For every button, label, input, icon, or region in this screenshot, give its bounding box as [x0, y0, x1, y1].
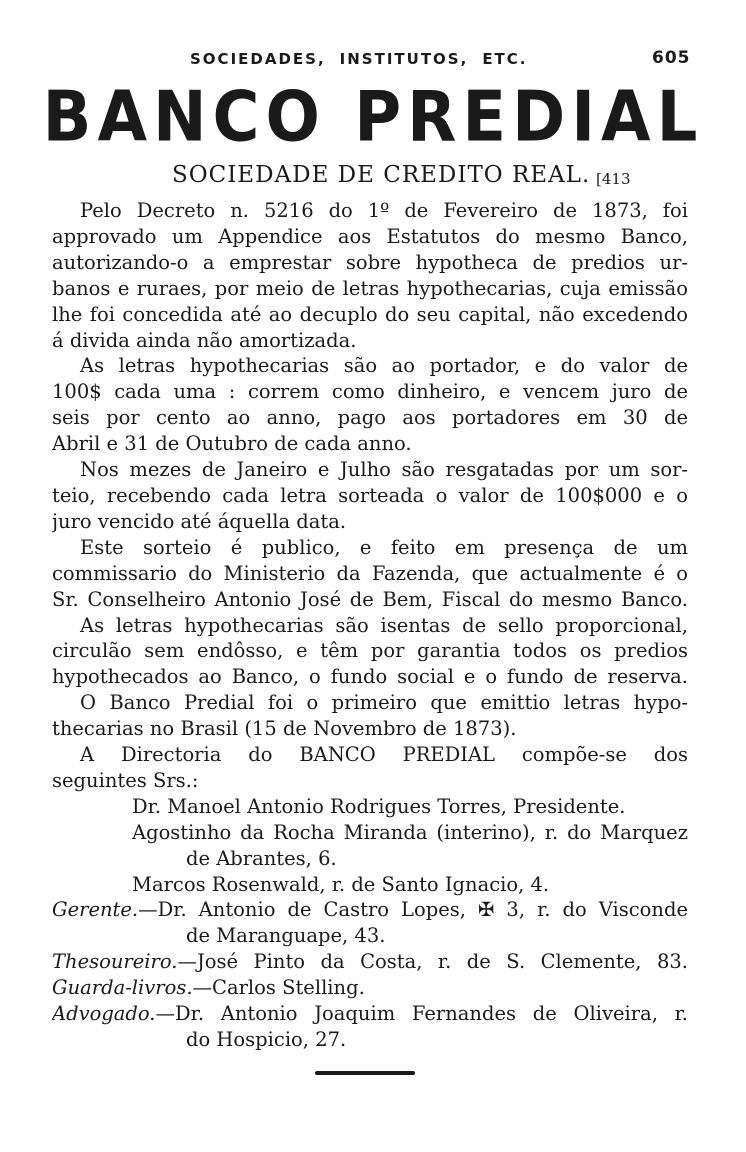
text-line: circulão sem endôsso, e têm por garantia todos os predios: [52, 639, 688, 663]
text-line: Abril e 31 de Outubro de cada anno.: [52, 432, 412, 456]
staff-role: Guarda-livros.: [52, 976, 193, 1000]
staff-text: —Carlos Stelling.: [192, 976, 365, 1000]
director-entry: Marcos Rosenwald, r. de Santo Ignacio, 4.: [132, 872, 550, 896]
staff-role: Gerente.: [52, 898, 139, 922]
staff-entry: [52, 897, 688, 923]
director-entry-continued: de Abrantes, 6.: [186, 846, 337, 870]
text-line: á divida ainda não amortizada.: [52, 328, 357, 352]
text-line: hypothecados ao Banco, o fundo social e o fundo de reserva.: [52, 665, 688, 689]
text-line: seis por cento ao anno, pago aos portadores em 30 de: [52, 406, 688, 430]
text-line: 100$ cada uma : correm como dinheiro, e vencem juro de: [52, 380, 688, 404]
text-line: autorizando-o a emprestar sobre hypotheca de predios ur-: [52, 250, 688, 274]
staff-entry: [52, 1001, 688, 1027]
text-line: seguintes Srs.:: [52, 768, 199, 792]
staff-text: —José Pinto da Costa, r. de S. Clemente, 83.: [177, 950, 688, 974]
staff-entry-continued: do Hospicio, 27.: [186, 1028, 347, 1051]
article-body: [52, 198, 688, 1053]
staff-role: Thesoureiro.: [52, 950, 178, 974]
text-line: commissario do Ministerio da Fazenda, que actualmente é o: [52, 561, 688, 585]
text-line: thecarias no Brasil (15 de Novembro de 1873).: [52, 717, 517, 741]
text-line: banos e ruraes, por meio de letras hypothecarias, cuja emissão: [52, 276, 688, 300]
director-entry: Dr. Manoel Antonio Rodrigues Torres, Presidente.: [132, 794, 626, 818]
text-line: Este sorteio é publico, e feito em presença de um: [80, 535, 688, 559]
director-entry: Agostinho da Rocha Miranda (interino), r. do Marquez: [132, 820, 688, 844]
staff-text: —Dr. Antonio Joaquim Fernandes de Oliveira, r.: [155, 1002, 688, 1026]
header-part-1: SOCIEDADES,: [190, 50, 326, 68]
text-line: As letras hypothecarias são isentas de sello proporcional,: [80, 613, 688, 637]
subtitle: SOCIEDADE DE CREDITO REAL.: [172, 162, 591, 188]
text-line: juro vencido até áquella data.: [52, 509, 347, 533]
staff-entry-continued: de Maranguape, 43.: [186, 924, 386, 948]
staff-text: —Dr. Antonio de Castro Lopes, ✠ 3, r. do Visconde: [138, 898, 688, 922]
staff-entry: [52, 949, 688, 975]
running-header: [190, 50, 528, 68]
text-line: Nos mezes de Janeiro e Julho são resgatadas por um sor-: [80, 458, 688, 482]
text-line: As letras hypothecarias são ao portador, e do valor de: [80, 354, 688, 378]
text-line: Pelo Decreto n. 5216 do 1º de Fevereiro de 1873, foi: [80, 199, 688, 222]
text-line: approvado um Appendice aos Estatutos do mesmo Banco,: [52, 224, 688, 248]
text-line: teio, recebendo cada letra sorteada o valor de 100$000 e o: [52, 483, 688, 507]
text-line: Sr. Conselheiro Antonio José de Bem, Fiscal do mesmo Banco.: [52, 587, 688, 611]
staff-role: Advogado.: [52, 1002, 156, 1026]
subtitle-number: [413: [596, 170, 631, 188]
page-title: BANCO PREDIAL: [42, 78, 704, 158]
text-line: O Banco Predial foi o primeiro que emittio letras hypo-: [80, 691, 688, 715]
text-line: lhe foi concedida até ao decuplo do seu capital, não excedendo: [52, 302, 688, 326]
staff-entry: [52, 975, 688, 1001]
text-line: A Directoria do BANCO PREDIAL compõe-se dos: [80, 743, 688, 767]
closing-rule: [315, 1071, 415, 1075]
page-number: 605: [652, 48, 691, 68]
header-part-3: ETC.: [482, 50, 528, 68]
header-part-2: INSTITUTOS,: [339, 50, 469, 68]
